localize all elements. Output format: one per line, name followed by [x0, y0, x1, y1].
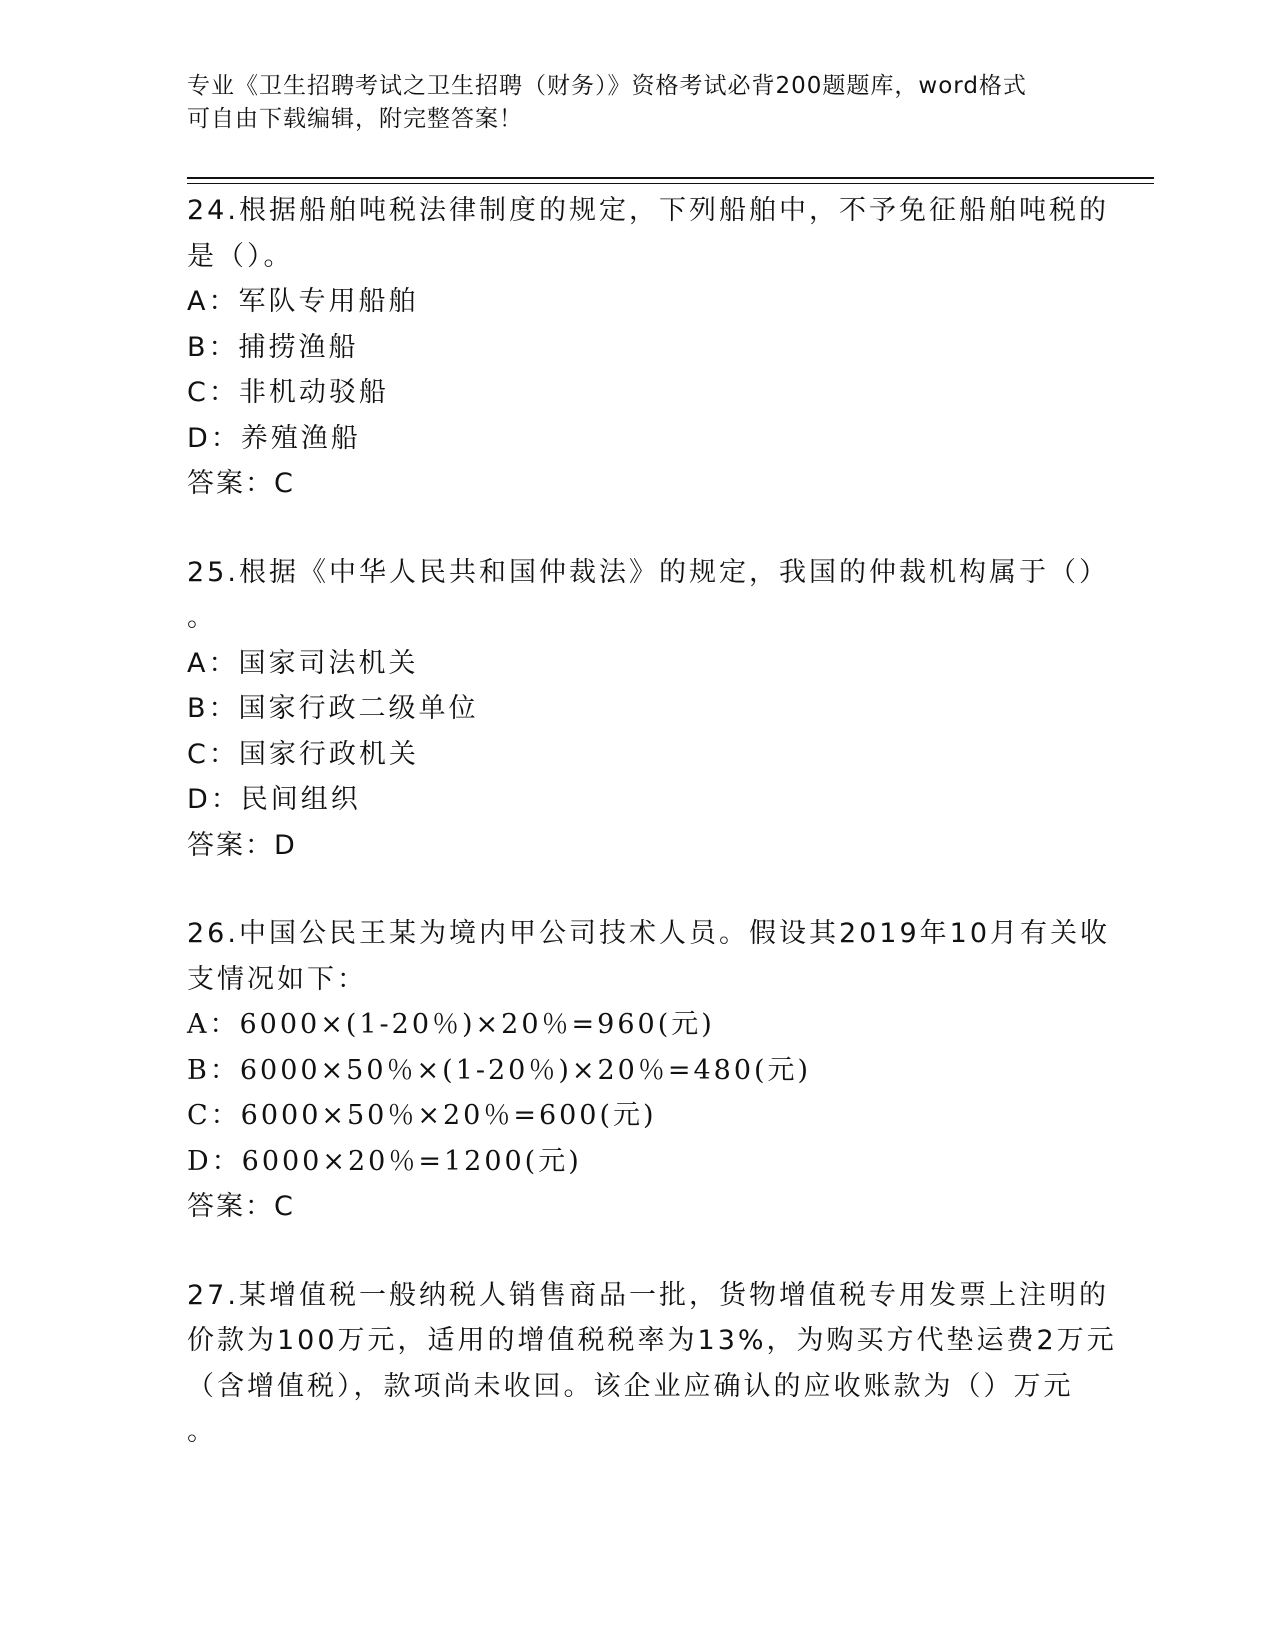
question-27 — [187, 1273, 1117, 1455]
question-stem-line: 26.中国公民王某为境内甲公司技术人员。假设其2019年10月有关收 — [187, 918, 1111, 949]
answer-line: 答案：C — [187, 1191, 295, 1222]
question-list — [187, 188, 1117, 1498]
answer-line: 答案：C — [187, 468, 295, 499]
header-divider-thick — [187, 177, 1154, 179]
question-stem-line: 是（）。 — [187, 240, 294, 272]
option-c: C：非机动驳船 — [187, 377, 389, 408]
option-a: A：军队专用船舶 — [187, 286, 419, 317]
header-line-1: 专业《卫生招聘考试之卫生招聘（财务）》资格考试必背200题题库，word格式 — [187, 73, 1027, 99]
question-stem-line: （含增值税），款项尚未收回。该企业应确认的应收账款为（）万元 — [187, 1370, 1074, 1402]
question-stem-line: 。 — [187, 602, 217, 633]
option-b: B：6000×50％×(1-20％)×20％=480(元) — [187, 1054, 812, 1086]
option-a: A：国家司法机关 — [187, 647, 419, 679]
question-26 — [187, 911, 1111, 1230]
question-stem-line: 25.根据《中华人民共和国仲裁法》的规定，我国的仲裁机构属于（） — [187, 556, 1109, 588]
document-header — [187, 70, 1087, 136]
option-c: C：6000×50％×20％=600(元) — [187, 1100, 657, 1131]
option-b: B：捕捞渔船 — [187, 331, 359, 363]
answer-line: 答案：D — [187, 829, 297, 861]
option-b: B：国家行政二级单位 — [187, 693, 479, 724]
question-stem-line: 支情况如下： — [187, 963, 367, 995]
option-a: A：6000×(1-20％)×20％=960(元) — [187, 1009, 715, 1040]
question-stem-line: 27.某增值税一般纳税人销售商品一批，货物增值税专用发票上注明的 — [187, 1279, 1109, 1311]
question-stem-line: 价款为100万元，适用的增值税税率为13%，为购买方代垫运费2万元 — [187, 1325, 1117, 1356]
header-line-2: 可自由下载编辑，附完整答案！ — [187, 106, 523, 132]
question-24 — [187, 188, 1109, 507]
option-d: D：6000×20％=1200(元) — [187, 1145, 582, 1177]
question-25 — [187, 550, 1109, 869]
option-d: D：民间组织 — [187, 784, 361, 815]
option-d: D：养殖渔船 — [187, 422, 361, 454]
question-stem-line: 。 — [187, 1416, 217, 1447]
option-c: C：国家行政机关 — [187, 738, 419, 770]
question-stem-line: 24.根据船舶吨税法律制度的规定，下列船舶中，不予免征船舶吨税的 — [187, 195, 1109, 226]
header-divider-thin — [187, 183, 1154, 184]
